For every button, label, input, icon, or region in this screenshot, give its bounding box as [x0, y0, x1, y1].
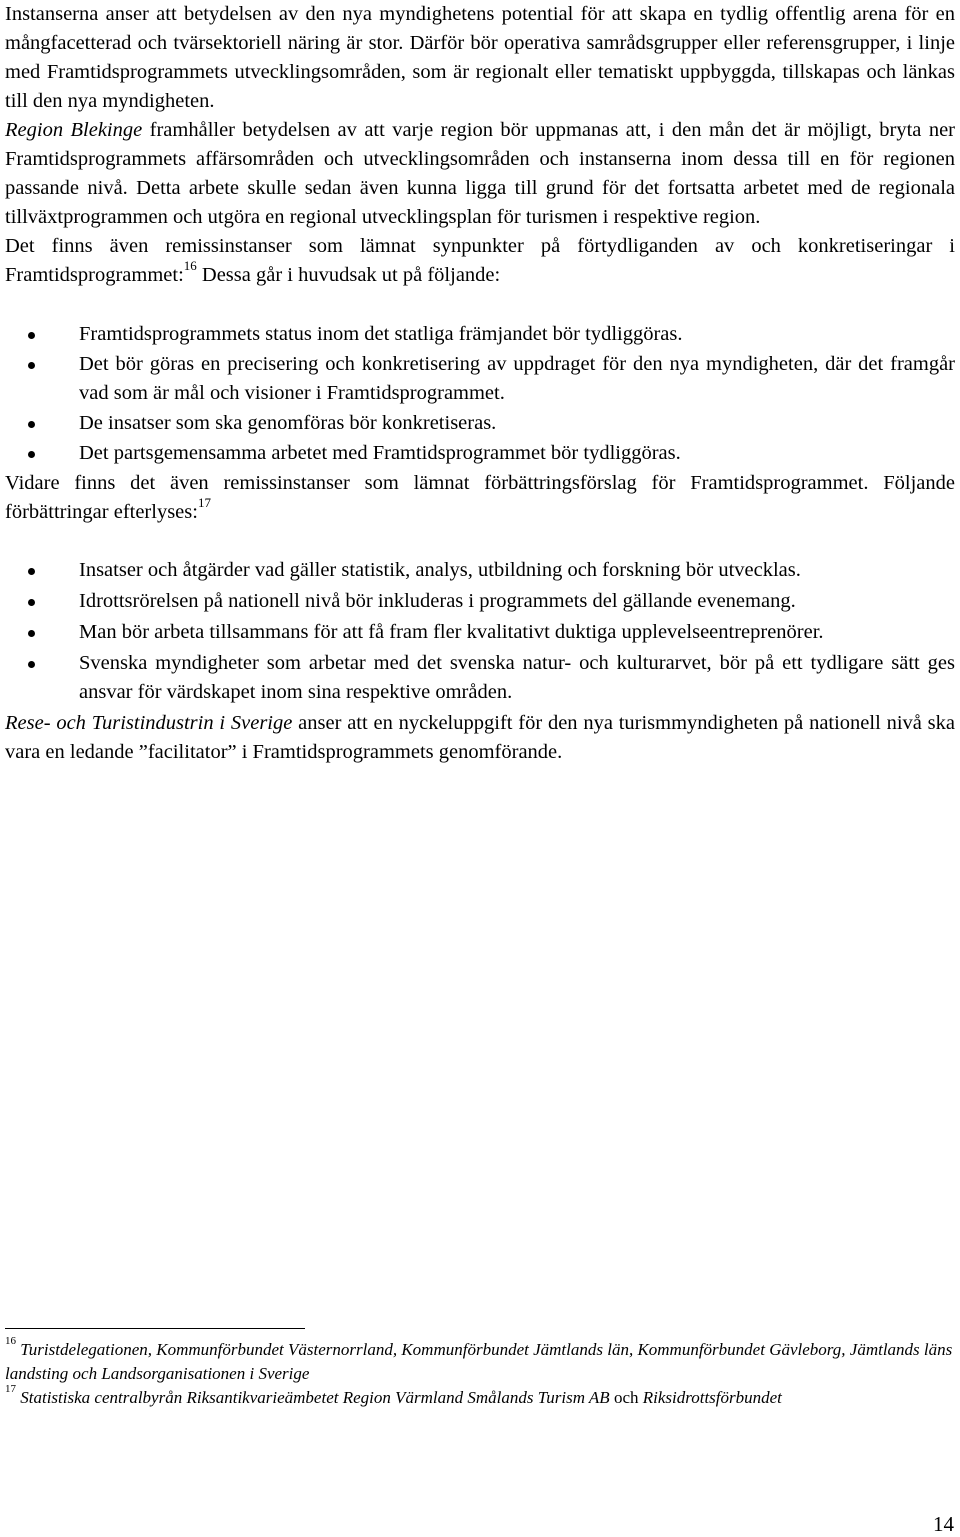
paragraph-instanserna: Instanserna anser att betydelsen av den nya myndighetens potential för att skapa en tydlig offentlig arena för en mångfacetterad och tvärsektoriell näring är stor. Därför bör operativa samrådsgrupper eller referensgrupper, i linje med Framtidsprogrammets utvecklingsområden, som är regionalt eller tematiskt uppbyggda, tillskapas och länkas till den nya myndigheten.	[5, 3, 955, 112]
footnote-17-text: Statistiska centralbyrån Riksantikvarieämbetet Region Värmland Smålands Turism AB	[20, 1388, 610, 1407]
bullet-list-synpunkter	[5, 320, 955, 468]
list-item	[5, 649, 955, 707]
footnote-separator	[5, 1328, 305, 1329]
organization-name-rese-och-turistindustrin: Rese- och Turistindustrin i Sverige	[5, 712, 293, 734]
organization-name-region-blekinge: Region Blekinge	[5, 119, 143, 141]
footnote-number-17: 17	[5, 1383, 16, 1396]
footnote-ref-16: 16	[183, 258, 197, 274]
list-item-text: Det partsgemensamma arbetet med Framtidsprogrammet bör tydliggöras.	[79, 442, 681, 464]
footnote-16	[5, 1335, 955, 1386]
list-item-text: Det bör göras en precisering och konkretisering av uppdraget för den nya myndigheten, där det framgår vad som är mål och visioner i Framtidsprogrammet.	[79, 353, 955, 404]
paragraph-region-blekinge-text: framhåller betydelsen av att varje region bör uppmanas att, i den mån det är möjligt, bryta ner Framtidsprogrammets affärsområden och utvecklingsområden och instanserna inom dessa till en för regionen passande nivå. Detta arbete skulle sedan även kunna ligga till grund för det fortsatta arbetet med de regionala tillväxtprogrammen och utgöra en regional utvecklingsplan för turismen i respektive region.	[5, 119, 956, 228]
paragraph-remissinstanser-synpunkter-after: Dessa går i huvudsak ut på följande:	[196, 264, 501, 286]
page-number: 14	[933, 1512, 954, 1536]
list-item-text: De insatser som ska genomföras bör konkretiseras.	[79, 412, 497, 434]
footnotes	[5, 1335, 955, 1410]
bullet-list-forbattringar	[5, 556, 955, 707]
paragraph-rese-och-turistindustrin	[5, 709, 955, 767]
paragraph-remissinstanser-synpunkter-text: Det finns även remissinstanser som lämnat synpunkter på förtydliganden av och konkretiseringar i Framtidsprogrammet:	[5, 235, 955, 286]
list-item	[5, 556, 955, 585]
bullet-icon	[28, 332, 35, 339]
paragraph-forbattringsforslag-text: Vidare finns det även remissinstanser som lämnat förbättringsförslag för Framtidsprogrammet. Följande förbättringar efterlyses:	[5, 472, 955, 523]
bullet-icon	[28, 630, 35, 637]
list-item	[5, 618, 955, 647]
document-page	[5, 0, 955, 767]
footnote-17-text-end: Riksidrottsförbundet	[642, 1388, 782, 1407]
list-item-text: Idrottsrörelsen på nationell nivå bör inkluderas i programmets del gällande evenemang.	[79, 590, 796, 612]
list-item	[5, 350, 955, 408]
list-item	[5, 587, 955, 616]
bullet-icon	[28, 568, 35, 575]
bullet-icon	[28, 451, 35, 458]
paragraph-forbattringsforslag	[5, 469, 955, 527]
bullet-icon	[28, 421, 35, 428]
bullet-icon	[28, 599, 35, 606]
paragraph-remissinstanser-synpunkter	[5, 232, 955, 290]
bullet-icon	[28, 661, 35, 668]
footnote-number-16: 16	[5, 1335, 16, 1348]
list-item	[5, 320, 955, 349]
list-item	[5, 439, 955, 468]
list-item-text: Man bör arbeta tillsammans för att få fram fler kvalitativt duktiga upplevelseentreprenörer.	[79, 621, 824, 643]
footnote-16-text: Turistdelegationen, Kommunförbundet Västernorrland, Kommunförbundet Jämtlands län, Kommunförbundet Gävleborg, Jämtlands läns landsting och Landsorganisationen i Sverige	[5, 1340, 953, 1383]
list-item-text: Framtidsprogrammets status inom det statliga främjandet bör tydliggöras.	[79, 323, 683, 345]
footnote-17-conjunction: och	[609, 1388, 643, 1407]
list-item-text: Insatser och åtgärder vad gäller statistik, analys, utbildning och forskning bör utvecklas.	[79, 559, 801, 581]
footnote-ref-17: 17	[197, 495, 211, 511]
paragraph-rese-och-turistindustrin-text: anser att en nyckeluppgift för den nya turismmyndigheten på nationell nivå ska vara en ledande ”facilitator” i Framtidsprogrammets genomförande.	[5, 712, 955, 763]
list-item	[5, 409, 955, 438]
paragraph-region-blekinge	[5, 116, 955, 232]
footnote-17	[5, 1383, 955, 1410]
bullet-icon	[28, 362, 35, 369]
list-item-text: Svenska myndigheter som arbetar med det svenska natur- och kulturarvet, bör på ett tydligare sätt ges ansvar för värdskapet inom sina respektive områden.	[79, 652, 955, 703]
